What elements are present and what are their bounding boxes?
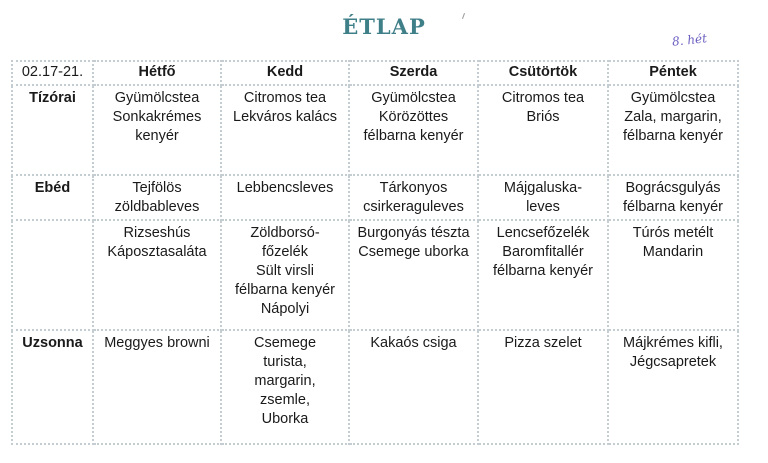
- meal-cell: Csemege turista, margarin, zsemle, Uborka: [221, 330, 349, 444]
- meal-cell: Tárkonyos csirkeraguleves: [349, 175, 478, 220]
- table-row-ebed-main: [12, 220, 738, 330]
- row-label-tizorai: Tízórai: [12, 85, 93, 175]
- meal-cell: Gyümölcstea Körözöttes félbarna kenyér: [349, 85, 478, 175]
- handwritten-week-note: 8. hét: [671, 31, 708, 49]
- table-row-uzsonna: [12, 330, 738, 444]
- meal-cell: Citromos tea Lekváros kalács: [221, 85, 349, 175]
- day-header-kedd: Kedd: [221, 61, 349, 85]
- meal-cell: Zöldborsó- főzelék Sült virsli félbarna kenyér Nápolyi: [221, 220, 349, 330]
- meal-cell: Rizseshús Káposztasaláta: [93, 220, 221, 330]
- meal-cell: Gyümölcstea Sonkakrémes kenyér: [93, 85, 221, 175]
- table-row-ebed-soup: [12, 175, 738, 220]
- day-header-szerda: Szerda: [349, 61, 478, 85]
- meal-cell: Májgaluska- leves: [478, 175, 608, 220]
- meal-cell: Pizza szelet: [478, 330, 608, 444]
- date-range-cell: 02.17-21.: [12, 61, 93, 85]
- meal-cell: Meggyes browni: [93, 330, 221, 444]
- row-label-ebed: Ebéd: [12, 175, 93, 220]
- day-header-pentek: Péntek: [608, 61, 738, 85]
- meal-cell: Gyümölcstea Zala, margarin, félbarna kenyér: [608, 85, 738, 175]
- page-title: ÉTLAP: [342, 14, 426, 39]
- menu-table: [11, 60, 739, 445]
- row-label-empty: [12, 220, 93, 330]
- meal-cell: Májkrémes kifli, Jégcsapretek: [608, 330, 738, 444]
- meal-cell: Bográcsgulyás félbarna kenyér: [608, 175, 738, 220]
- meal-cell: Lebbencsleves: [221, 175, 349, 220]
- day-header-csutortok: Csütörtök: [478, 61, 608, 85]
- day-header-hetfo: Hétfő: [93, 61, 221, 85]
- row-label-uzsonna: Uzsonna: [12, 330, 93, 444]
- meal-cell: Túrós metélt Mandarin: [608, 220, 738, 330]
- meal-cell: Tejfölös zöldbableves: [93, 175, 221, 220]
- meal-cell: Lencsefőzelék Baromfitallér félbarna kenyér: [478, 220, 608, 330]
- meal-cell: Burgonyás tészta Csemege uborka: [349, 220, 478, 330]
- table-row-tizorai: [12, 85, 738, 175]
- header-row: [12, 61, 738, 85]
- meal-cell: Kakaós csiga: [349, 330, 478, 444]
- meal-cell: Citromos tea Briós: [478, 85, 608, 175]
